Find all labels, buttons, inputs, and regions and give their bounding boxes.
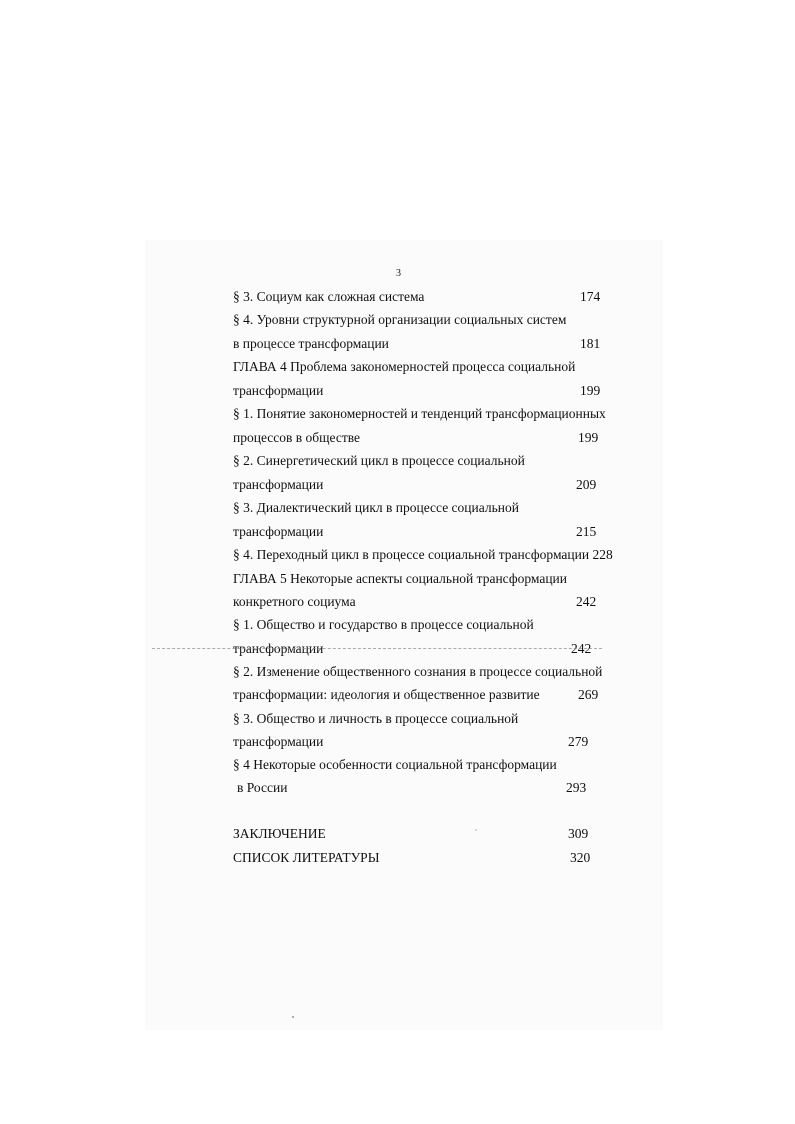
- toc-entry-text: трансформации: [233, 641, 324, 656]
- scan-artifact-line: [152, 648, 602, 649]
- toc-entry-text: трансформации: [233, 383, 324, 398]
- toc-entry-text: § 1. Понятие закономерностей и тенденций трансформационных: [233, 406, 606, 421]
- toc-entry-page: 199: [578, 430, 599, 445]
- toc-entry-page: 320: [570, 850, 591, 865]
- toc-entry-text: § 4. Переходный цикл в процессе социальной трансформации 228: [233, 547, 613, 562]
- scan-speck: [292, 1016, 294, 1018]
- toc-entry-page: 269: [578, 687, 599, 702]
- toc-entry-text: ЗАКЛЮЧЕНИЕ: [233, 826, 326, 841]
- toc-entry-page: 181: [580, 336, 601, 351]
- toc-entry-text: трансформации: [233, 477, 324, 492]
- toc-entry-page: 279: [568, 734, 589, 749]
- toc-entry-text: трансформации: [233, 524, 324, 539]
- toc-entry-text: в процессе трансформации: [233, 336, 389, 351]
- toc-entry-page: 209: [576, 477, 597, 492]
- toc-entry-text: § 2. Синергетический цикл в процессе социальной: [233, 453, 525, 468]
- toc-entry-page: 242: [571, 641, 592, 656]
- toc-entry-text: ГЛАВА 4 Проблема закономерностей процесса социальной: [233, 359, 576, 374]
- toc-entry-text: § 1. Общество и государство в процессе социальной: [233, 617, 534, 632]
- toc-entry-text: в России: [237, 780, 288, 795]
- toc-entry-page: 293: [566, 780, 587, 795]
- toc-entry-text: § 3. Социум как сложная система: [233, 289, 425, 304]
- toc-entry-page: 242: [576, 594, 597, 609]
- toc-entry-text: § 2. Изменение общественного сознания в процессе социальной: [233, 664, 603, 679]
- toc-entry-text: трансформации: [233, 734, 324, 749]
- toc-entry-text: процессов в обществе: [233, 430, 361, 445]
- toc-entry-text: § 3. Диалектический цикл в процессе социальной: [233, 500, 519, 515]
- toc-entry-text: трансформации: идеология и общественное развитие: [233, 687, 540, 702]
- toc-entry-page: 174: [580, 289, 601, 304]
- toc-entry-text: § 4. Уровни структурной организации социальных систем: [233, 312, 567, 327]
- page-number: 3: [396, 268, 401, 279]
- scan-speck: [475, 829, 477, 831]
- toc-entry-text: ГЛАВА 5 Некоторые аспекты социальной трансформации: [233, 571, 567, 586]
- toc-entry-text: § 4 Некоторые особенности социальной трансформации: [233, 757, 557, 772]
- toc-entry-text: § 3. Общество и личность в процессе социальной: [233, 711, 519, 726]
- toc-entry-text: конкретного социума: [233, 594, 356, 609]
- toc-entry-page: 199: [580, 383, 601, 398]
- toc-entry-page: 215: [576, 524, 597, 539]
- toc-entry-text: СПИСОК ЛИТЕРАТУРЫ: [233, 850, 380, 865]
- toc-entry-page: 309: [568, 826, 589, 841]
